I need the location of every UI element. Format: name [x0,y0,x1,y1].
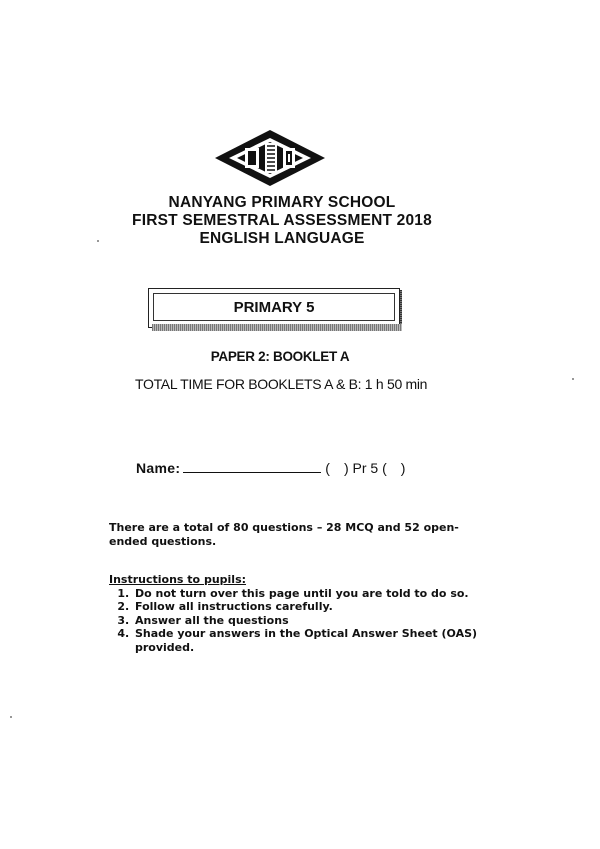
level-box [148,288,400,328]
school-name: NANYANG PRIMARY SCHOOL [168,194,396,211]
instruction-item: 1. Do not turn over this page until you are told to do so. [133,587,509,601]
instruction-item: 3. Answer all the questions [133,614,509,628]
register-number-open: ( [325,460,330,476]
instructions-title: Instructions to pupils: [109,573,247,586]
class-close: ) [400,460,406,476]
level-box-shading [152,324,402,331]
scan-speck [97,240,99,242]
school-heading [100,194,464,248]
school-crest-icon [215,128,325,188]
total-questions-note: There are a total of 80 questions – 28 MCQ and 52 open-ended questions. [109,521,459,548]
scan-speck [10,716,12,718]
name-label: Name: [136,460,181,476]
instruction-item: 2. Follow all instructions carefully. [133,600,509,614]
scan-speck [572,378,574,380]
total-time: TOTAL TIME FOR BOOKLETS A & B: 1 h 50 min [135,376,428,392]
class-label: ) Pr 5 ( [343,460,387,476]
name-field[interactable] [183,460,321,473]
name-line [136,460,405,476]
scan-speck [285,170,286,171]
assessment-title: FIRST SEMESTRAL ASSESSMENT 2018 [132,212,432,229]
level-label: PRIMARY 5 [153,293,395,321]
instructions-list [109,587,509,655]
subject-title: ENGLISH LANGUAGE [199,230,365,247]
paper-label: PAPER 2: BOOKLET A [210,349,350,364]
instructions-section [109,573,509,655]
instruction-item: 4. Shade your answers in the Optical Answer Sheet (OAS) provided. [133,627,509,654]
